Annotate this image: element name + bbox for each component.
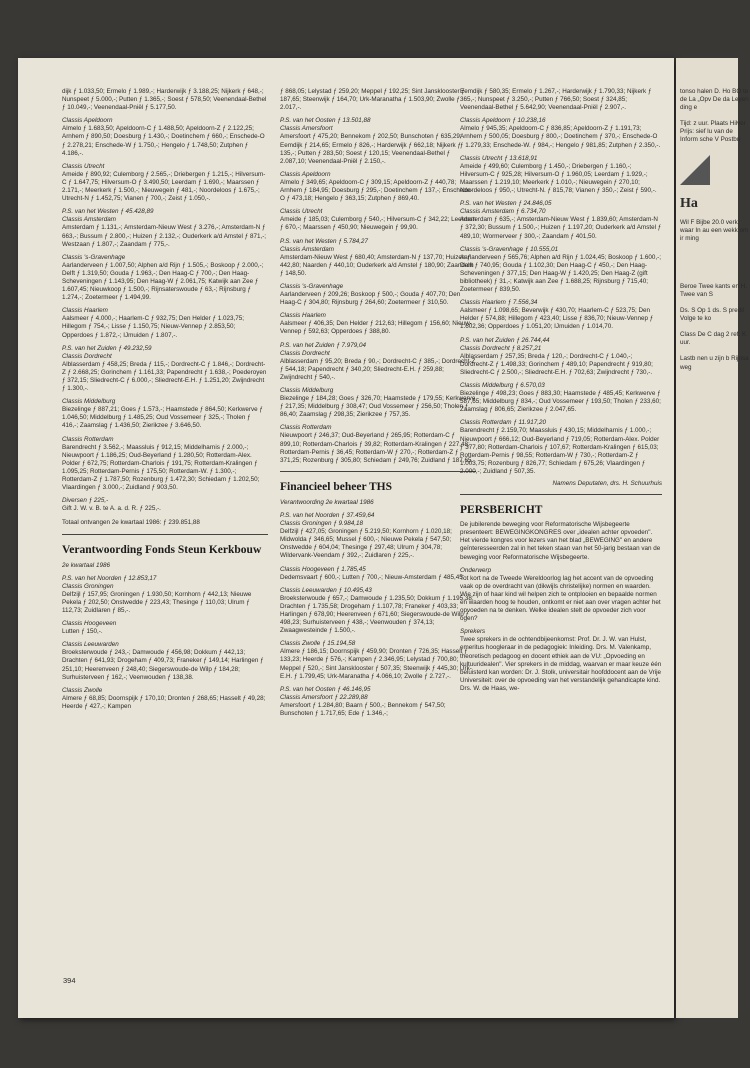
- paragraph: Nieuwpoort ƒ 246,37; Oud-Beyerland ƒ 265,95; Rotterdam-C ƒ 899,10; Rotterdam-Charlois ƒ 39,82; Rotterdam-Kralingen ƒ 227,48; Rotterdam-Pernis ƒ 36,45; Rotterdam-W ƒ 270,-; Rotterdam-Z ƒ 371,25; Rozenburg ƒ 305,80; Schiedam ƒ 249,76; Zuidland ƒ 187,65.: [280, 432, 474, 464]
- paragraph: ƒ 868,05; Lelystad ƒ 259,20; Meppel ƒ 192,25; Sint Jansklooster ƒ 187,65; Steenwijk ƒ 164,70; Urk-Maranatha ƒ 1.503,90; Zwolle ƒ 2.017,-.: [280, 88, 465, 112]
- subheading: Sprekers: [460, 628, 486, 636]
- paragraph: Lutten ƒ 150,-.: [62, 628, 103, 636]
- adjacent-page: [676, 58, 749, 1018]
- paragraph: Almelo ƒ 945,35; Apeldoorn-C ƒ 836,85; Apeldoorn-Z ƒ 1.191,73; Arnhem ƒ 500,05; Doesburg ƒ 800,-; Doetinchem ƒ 370,-; Enschede-O ƒ 1.279,33; Enschede-W. ƒ 984,-; Hengelo ƒ 981,85; Zutphen ƒ 2.350,-.: [460, 125, 661, 149]
- paragraph: Broeksterwoude ƒ 243,-; Damwoude ƒ 456,98; Dokkum ƒ 442,13; Drachten ƒ 641,93; Drogeham ƒ 409,73; Franeker ƒ 149,14; Harlingen ƒ 251,10; Heerenveen ƒ 248,40; Siegerswoude-de Wilp ƒ 184,28; Surhuisterveen ƒ 162,-; Veenwouden ƒ 138,38.: [62, 649, 264, 681]
- classis-heading: Classis Hoogeveen: [62, 620, 117, 628]
- paragraph: Biezelinge ƒ 887,21; Goes ƒ 1.573,-; Haamstede ƒ 864,50; Kerkwerve ƒ 1.046,50; Middelburg ƒ 1.485,25; Oud Vossemeer ƒ 325,-; Tholen ƒ 416,-; Zaamslag ƒ 1.436,50; Zierikzee ƒ 3.646,50.: [62, 406, 263, 430]
- diversen-heading: Diversen ƒ 225,-: [62, 497, 109, 505]
- classis-heading: Classis Groningen ƒ 9.984,18: [280, 520, 363, 528]
- divider: [280, 471, 476, 472]
- paragraph: Alblasserdam ƒ 458,25; Breda ƒ 115,-; Dordrecht-C ƒ 1.846,-; Dordrecht-Z ƒ 2.668,25; Gorinchem ƒ 1.161,33; Papendrecht ƒ 1.638,-; Poederoyen ƒ 372,15; Sliedrecht-C ƒ 6.000,-; Sliedrecht-E.H. ƒ 1.251,20; Zwijndrecht ƒ 1.300,-.: [62, 360, 267, 393]
- classis-heading: Classis 's-Gravenhage: [280, 282, 344, 290]
- column-3: [460, 88, 662, 693]
- ps-heading: P.S. van het Oosten ƒ 46.146,95: [280, 685, 371, 693]
- subtitle: Verantwoording 2e kwartaal 1986: [280, 498, 374, 506]
- paragraph: Twee sprekers in de ochtendbijeenkomst: Prof. Dr. J. W. van Hulst, emeritus hoogleraar in de pedagogiek: Inleiding. Drs. M. Valenkamp, theoretisch pedagoog en docent ethiek aan de VU: „Opvoeding en kultuuridealen". Vier sprekers in de middag, waarvan er maar keuze één beluisterd kan worden: Dr. J. Stolk, universitair hoofddocent aan de Vrije Universiteit: over de opvoeding van het verstandelijk gehandicapte kind. Drs. W. de Haas, we-: [460, 636, 662, 692]
- paragraph: De jubilerende beweging voor Reformatorische Wijsbegeerte presenteert: BEWEGINGKONGRES over „idealen achter opvoeden". Het vierde kongres voor lezers van het blad „BEWEGING" en andere geïnteresseerden zal in het teken staan van het 50-jarig bestaan van de beweging voor Reformatorische Wijsbegeerte.: [460, 521, 661, 561]
- paragraph: Beroe Twee kants en H. Twee van S: [680, 282, 748, 298]
- headline-fragment: Ha: [680, 195, 698, 211]
- classis-heading: Classis Rotterdam: [280, 424, 332, 432]
- classis-heading: Classis Amsterdam ƒ 6.734,70: [460, 208, 546, 216]
- classis-heading: Classis Utrecht: [280, 208, 323, 216]
- classis-heading: Classis Dordrecht: [280, 349, 330, 357]
- paragraph: Almere ƒ 68,85; Doornspijk ƒ 170,10; Dronten ƒ 268,65; Hasselt ƒ 49,28; Heerde ƒ 427,-; Kampen: [62, 694, 266, 710]
- paragraph: Amersfoort ƒ 1.284,80; Baarn ƒ 500,-; Bennekom ƒ 547,50; Bunschoten ƒ 1.717,65; Ede ƒ 1.346,-;: [280, 701, 446, 717]
- column-1: [62, 88, 268, 711]
- paragraph: Ameide ƒ 890,92; Culemborg ƒ 2.565,-; Driebergen ƒ 1.215,-; Hilversum-C ƒ 1.647,75; Hilversum-O ƒ 3.490,50; Leerdam ƒ 1.690,-; Maarssen ƒ 2.171,-; Meerkerk ƒ 1.500,-; Nieuwegein ƒ 481,-; Noordeloos ƒ 1.675,-; Utrecht-N ƒ 1.452,75; Vianen ƒ 700,-; Zeist ƒ 1.050,-.: [62, 170, 266, 203]
- paragraph: Amsterdam-Nieuw West ƒ 680,40; Amsterdam-N ƒ 137,70; Huizen ƒ 442,80; Naarden ƒ 440,10; Ouderkerk a/d Amstel ƒ 180,90; Zaandam ƒ 148,50.: [280, 253, 474, 277]
- paragraph: Aalsmeer ƒ 4.000,-; Haarlem-C ƒ 932,75; Den Helder ƒ 1.023,75; Hillegom ƒ 754,-; Lisse ƒ 1.150,75; Nieuw-Vennep ƒ 2.853,50; Opperdoes ƒ 1.872,-; IJmuiden ƒ 1.807,-.: [62, 315, 245, 339]
- divider: [62, 534, 268, 535]
- paragraph: Amsterdam ƒ 1.131,-; Amsterdam-Nieuw West ƒ 3.276,-; Amsterdam-N ƒ 663,-; Bussum ƒ 2.800,-; Huizen ƒ 2.132,-; Ouderkerk a/d Amstel ƒ 871,-; Westzaan ƒ 1.807,-; Zaandam ƒ 775,-.: [62, 224, 267, 248]
- paragraph: Biezelinge ƒ 498,23; Goes ƒ 883,30; Haamstede ƒ 485,45; Kerkwerve ƒ 587,65; Middelburg ƒ 834,-; Oud Vossemeer ƒ 193,50; Tholen ƒ 233,60; Zaamslag ƒ 806,65; Zierikzee ƒ 2.047,65.: [460, 390, 661, 414]
- paragraph: Ameide ƒ 185,03; Culemborg ƒ 540,-; Hilversum-C ƒ 342,22; Leerdam ƒ 670,-; Maarssen ƒ 450,90; Nieuwegein ƒ 99,90.: [280, 216, 477, 232]
- classis-heading: Classis Groningen: [62, 582, 114, 590]
- classis-heading: Classis Middelburg ƒ 6.570,03: [460, 382, 545, 389]
- classis-heading: Classis Utrecht: [62, 162, 105, 170]
- paragraph: Almelo ƒ 349,65; Apeldoorn-C ƒ 309,15; Apeldoorn-Z ƒ 440,78; Arnhem ƒ 184,95; Doesburg ƒ 295,-; Doetinchem ƒ 137,-; Enschede-O ƒ 473,18; Hengelo ƒ 363,15; Zutphen ƒ 869,40.: [280, 178, 473, 203]
- ps-heading: P.S. van het Oosten ƒ 13.501,88: [280, 117, 371, 125]
- paragraph: Amersfoort ƒ 475,20; Bennekom ƒ 202,50; Bunschoten ƒ 635,29; Eemdijk ƒ 214,65; Ermelo ƒ 826,-; Harderwijk ƒ 662,18; Nijkerk ƒ 135,-; Putten ƒ 283,50; Soest ƒ 120,15; Veenendaal-Bethel ƒ 2.087,10; Veenendaal-Pniël ƒ 2.150,-.: [280, 133, 462, 165]
- divider: [460, 494, 662, 495]
- classis-heading: Classis Amsterdam: [62, 216, 116, 224]
- classis-heading: Classis Middelburg: [280, 387, 334, 394]
- total-line: Totaal ontvangen 2e kwartaal 1986: ƒ 239.851,88: [62, 519, 200, 527]
- classis-heading: Classis Amersfoort ƒ 22.289,88: [280, 693, 368, 701]
- paragraph: Class De C dag 2 ref. K uur.: [680, 331, 747, 347]
- subheading: Onderwerp: [460, 566, 492, 574]
- paragraph: Gift J. W. v. B. te A. a. d. R. ƒ 225,-.: [62, 505, 161, 513]
- classis-heading: Classis Dordrecht: [62, 352, 112, 360]
- paragraph: dijk ƒ 1.033,50; Ermelo ƒ 1.989,-; Harderwijk ƒ 3.188,25; Nijkerk ƒ 648,-; Nunspeet ƒ 5.000,-; Putten ƒ 1.365,-; Soest ƒ 578,50; Veenendaal-Bethel ƒ 10.049,-; Veenendaal-Pniël ƒ 5.177,50.: [62, 88, 267, 112]
- paragraph: Dedemsvaart ƒ 600,-; Lutten ƒ 700,-; Nieuw-Amsterdam ƒ 485,45.: [280, 573, 465, 581]
- column-2: [280, 88, 476, 718]
- ps-heading: P.S. van het Westen ƒ 45.428,89: [62, 208, 154, 216]
- paragraph: Aarlanderveen ƒ 1.007,50; Alphen a/d Rijn ƒ 1.505,-; Boskoop ƒ 2.000,-; Delft ƒ 1.319,50; Gouda ƒ 1.963,-; Den Haag-C ƒ 700,-; Den Haag-Scheveningen ƒ 1.143,95; Den Haag-W ƒ 2.061,75; Katwijk aan Zee ƒ 1.607,45; Nieuwkoop ƒ 1.500,-; Rijnsaterswoude ƒ 63,-; Rijnsburg ƒ 1.274,-; Zoetermeer ƒ 1.494,99.: [62, 261, 264, 302]
- ps-heading: P.S. van het Westen ƒ 24.846,05: [460, 200, 552, 208]
- adjacent-column: [680, 88, 750, 372]
- ps-heading: P.S. van het Westen ƒ 5.784,27: [280, 237, 368, 245]
- ornament-graphic: [680, 155, 710, 185]
- classis-heading: Classis Haarlem ƒ 7.556,34: [460, 299, 538, 307]
- paragraph: Alblasserdam ƒ 257,35; Breda ƒ 120,-; Dordrecht-C ƒ 1.040,-; Dordrecht-Z ƒ 1.498,33; Gorinchem ƒ 489,10; Papendrecht ƒ 919,80; Sliedrecht-C ƒ 2.500,-; Sliedrecht-E.H. ƒ 702,63; Zwijndrecht ƒ 730,-.: [460, 352, 653, 376]
- ps-heading: P.S. van het Zuiden ƒ 49.232,59: [62, 344, 152, 352]
- signature: Namens Deputaten, drs. H. Schuurhuis: [552, 480, 662, 488]
- classis-heading: Classis Haarlem: [280, 312, 326, 320]
- paragraph: Aalsmeer ƒ 1.098,65; Beverwijk ƒ 430,70; Haarlem-C ƒ 523,75; Den Helder ƒ 574,88; Hillegom ƒ 423,40; Lisse ƒ 836,70; Nieuw-Vennep ƒ 1.602,36; Opperdoes ƒ 1.051,20; IJmuiden ƒ 1.014,70.: [460, 307, 654, 331]
- classis-heading: Classis Leeuwarden: [62, 641, 119, 649]
- paragraph: Aarlanderveen ƒ 565,76; Alphen a/d Rijn ƒ 1.024,45; Boskoop ƒ 1.600,-; Delft ƒ 740,95; Gouda ƒ 1.102,30; Den Haag-C ƒ 450,-; Den Haag-Scheveningen ƒ 377,15; Den Haag-W ƒ 1.420,25; Den Haag-Z (gift bibliotheek) ƒ 31,-; Katwijk aan Zee ƒ 1.688,25; Rijnsburg ƒ 715,40; Zoetermeer ƒ 839,50.: [460, 253, 661, 294]
- classis-heading: Classis Dordrecht ƒ 8.257,21: [460, 344, 542, 352]
- ps-heading: P.S. van het Noorden ƒ 12.853,17: [62, 574, 157, 582]
- image-placeholder: [680, 243, 750, 283]
- paragraph: Almere ƒ 186,15; Doornspijk ƒ 459,90; Dronten ƒ 726,35; Hasselt ƒ 133,23; Heerde ƒ 576,-; Kampen ƒ 2.346,95; Lelystad ƒ 700,80; Meppel ƒ 520,-; Sint Jansklooster ƒ 507,35; Steenwijk ƒ 445,30; Urk-E.H. ƒ 1.799,45; Urk-Maranatha ƒ 4.066,10; Zwolle ƒ 2.727,-.: [280, 648, 472, 680]
- paragraph: Ameide ƒ 499,60; Culemborg ƒ 1.450,-; Driebergen ƒ 1.160,-; Hilversum-C ƒ 925,28; Hilversum-O ƒ 1.960,05; Leerdam ƒ 1.929,-; Maarssen ƒ 1.219,10; Meerkerk ƒ 1.010,-; Nieuwegein ƒ 270,10; Noordeloos ƒ 950,-; Utrecht-N. ƒ 815,78; Vianen ƒ 350,-; Zeist ƒ 590,-.: [460, 162, 657, 195]
- paragraph: Barendrecht ƒ 2.159,70; Maassluis ƒ 430,15; Middelharnis ƒ 1.000,-; Nieuwpoort ƒ 666,12; Oud-Beyerland ƒ 719,05; Rotterdam-Alex. Polder ƒ 377,80; Rotterdam-Charlois ƒ 107,67; Rotterdam-Kralingen ƒ 615,03; Rotterdam-Pernis ƒ 98,55; Rotterdam-W ƒ 730,-; Rotterdam-Z ƒ 1.003,75; Rozenburg ƒ 826,77; Schiedam ƒ 675,26; Vlaardingen ƒ 2.000,-; Zuidland ƒ 507,35.: [460, 427, 660, 475]
- classis-heading: Classis Hoogeveen ƒ 1.785,45: [280, 565, 366, 573]
- paragraph: Alblasserdam ƒ 95,20; Breda ƒ 90,-; Dordrecht-C ƒ 385,-; Dordrecht-Z ƒ 544,18; Papendrecht ƒ 340,20; Sliedrecht-E.H. ƒ 259,88; Zwijndrecht ƒ 540,-.: [280, 357, 476, 381]
- paragraph: Delfzijl ƒ 427,05; Groningen ƒ 5.219,50; Kornhorn ƒ 1.020,18; Midwolda ƒ 346,65; Mussel ƒ 600,-; Nieuwe Pekela ƒ 547,50; Onstwedde ƒ 604,04; Thesinge ƒ 297,48; Ulrum ƒ 304,78; Wildervank-Veendam ƒ 392,-; Zuidlaren ƒ 225,-.: [280, 528, 452, 560]
- classis-heading: Classis Apeldoorn: [280, 170, 331, 178]
- paragraph: Broeksterwoude ƒ 657,-; Damwoude ƒ 1.235,50; Dokkum ƒ 1.195,38; Drachten ƒ 1.735,58; Drogeham ƒ 1.107,78; Franeker ƒ 403,33; Harlingen ƒ 678,90; Heerenveen ƒ 671,60; Siegerswoude-de Wilp ƒ 498,23; Surhuisterveen ƒ 438,-; Veenwouden ƒ 374,13; Zwaagwesteinde ƒ 1.500,-.: [280, 594, 474, 635]
- paragraph: Lastb nen u zijn b Rijnsa weg: [680, 355, 749, 371]
- paragraph: Tot kort na de Tweede Wereldoorlog lag het accent van de opvoeding vaak op de overdracht van (dikwijls christelijke) normen en waarden. Wie zijn of haar kind wil helpen zich te ontplooien en bepaalde normen en waarden hoog te houden, ontkomt er niet aan over vragen achter het opvoeden na te denken. Welke idealen stelt de opvoeder zich voor ogen?: [460, 574, 661, 623]
- classis-heading: Classis Apeldoorn: [62, 117, 113, 125]
- classis-heading: Classis Zwolle: [62, 686, 103, 694]
- paragraph: Amsterdam ƒ 635,-; Amsterdam-Nieuw West ƒ 1.839,60; Amsterdam-N ƒ 372,30; Bussum ƒ 1.500,-; Huizen ƒ 1.197,20; Ouderkerk a/d Amstel ƒ 489,10; Wormerveer ƒ 300,-; Zaandam ƒ 401,50.: [460, 216, 662, 240]
- paragraph: Ds. S Op 1 ds. S predil Volge te ko: [680, 307, 745, 323]
- paragraph: Aarlanderveen ƒ 209,26; Boskoop ƒ 500,-; Gouda ƒ 407,70; Den Haag-C ƒ 304,80; Rijnsburg ƒ 264,60; Zoetermeer ƒ 310,50.: [280, 291, 461, 307]
- classis-heading: Classis Haarlem: [62, 307, 108, 315]
- quarter-label: 2e kwartaal 1986: [62, 561, 110, 569]
- paragraph: Biezelinge ƒ 184,28; Goes ƒ 326,70; Haamstede ƒ 179,55; Kerkwerve ƒ 217,35; Middelburg ƒ 308,47; Oud Vossemeer ƒ 256,50; Tholen ƒ 86,40; Zaamslag ƒ 298,35; Zierikzee ƒ 757,35.: [280, 395, 476, 419]
- ps-heading: P.S. van het Noorden ƒ 37.459,64: [280, 511, 375, 519]
- classis-heading: Classis Amersfoort: [280, 125, 333, 133]
- paragraph: Eemdijk ƒ 580,35; Ermelo ƒ 1.267,-; Harderwijk ƒ 1.790,33; Nijkerk ƒ 365,-; Nunspeet ƒ 3.250,-; Putten ƒ 766,50; Soest ƒ 324,85; Veenendaal-Bethel ƒ 5.642,90; Veenendaal-Pniël ƒ 2.907,-.: [460, 88, 652, 112]
- paragraph: tonso halen D. Ho BO te de La „Opv De da Leyen ding e: [680, 88, 749, 112]
- paragraph: Aalsmeer ƒ 406,35; Den Helder ƒ 212,63; Hillegom ƒ 156,60; Nieuw-Vennep ƒ 592,63; Opperdoes ƒ 388,80.: [280, 320, 472, 336]
- classis-heading: Classis Amsterdam: [280, 245, 334, 253]
- page-number: 394: [63, 976, 76, 985]
- magazine-page: [18, 58, 674, 1018]
- classis-heading: Classis Middelburg: [62, 398, 116, 406]
- paragraph: Delfzijl ƒ 157,95; Groningen ƒ 1.930,50; Kornhorn ƒ 442,13; Nieuwe Pekela ƒ 202,50; Onstwedde ƒ 223,43; Thesinge ƒ 110,03; Ulrum ƒ 112,73; Zuidlaren ƒ 85,-.: [62, 590, 252, 614]
- ps-heading: P.S. van het Zuiden ƒ 26.744,44: [460, 336, 550, 344]
- paragraph: Tijd: z uur. Plaats Hilver Prijs: sief lu van de Inform sche V Postbu: [680, 120, 746, 144]
- paragraph: Barendrecht ƒ 3.562,-; Maassluis ƒ 912,15; Middelharnis ƒ 2.000,-; Nieuwpoort ƒ 1.186,25; Oud-Beyerland ƒ 1.280,50; Rotterdam-Alex. Polder ƒ 672,75; Rotterdam-Charlois ƒ 191,75; Rotterdam-Kralingen ƒ 1.095,25; Rotterdam-Pernis ƒ 175,50; Rotterdam-W. ƒ 1.300,-; Rotterdam-Z ƒ 1.787,50; Rozenburg ƒ 1.472,30; Schiedam ƒ 1.202,50; Vlaardingen ƒ 3.000,-; Zuidland ƒ 903,50.: [62, 443, 260, 492]
- classis-heading: Classis Zwolle ƒ 15.194,58: [280, 640, 356, 648]
- section-title: Verantwoording Fonds Steun Kerkbouw: [62, 543, 262, 556]
- classis-heading: Classis Rotterdam: [62, 435, 114, 443]
- classis-heading: Classis 's-Gravenhage ƒ 10.555,01: [460, 245, 559, 253]
- classis-heading: Classis Rotterdam ƒ 11.917,20: [460, 419, 546, 427]
- section-title: PERSBERICHT: [460, 504, 543, 517]
- paragraph: Almelo ƒ 1.683,50; Apeldoorn-C ƒ 1.488,50; Apeldoorn-Z ƒ 2.122,25; Arnhem ƒ 890,50; Doesburg ƒ 1.430,-; Doetinchem ƒ 660,-; Enschede-O ƒ 2.278,21; Enschede-W ƒ 1.750,-; Hengelo ƒ 1.748,50; Zutphen ƒ 4.186,-.: [62, 125, 265, 157]
- classis-heading: Classis Leeuwarden ƒ 10.495,43: [280, 586, 372, 594]
- ps-heading: P.S. van het Zuiden ƒ 7.979,04: [280, 341, 367, 349]
- classis-heading: Classis Utrecht ƒ 13.618,91: [460, 154, 538, 162]
- paragraph: Wil F Bijbe 20.0 verk waar In au een wekk om ir ming: [680, 218, 749, 242]
- classis-heading: Classis Apeldoorn ƒ 10.238,16: [460, 117, 546, 125]
- classis-heading: Classis 's-Gravenhage: [62, 253, 126, 261]
- section-title: Financieel beheer THS: [280, 480, 393, 493]
